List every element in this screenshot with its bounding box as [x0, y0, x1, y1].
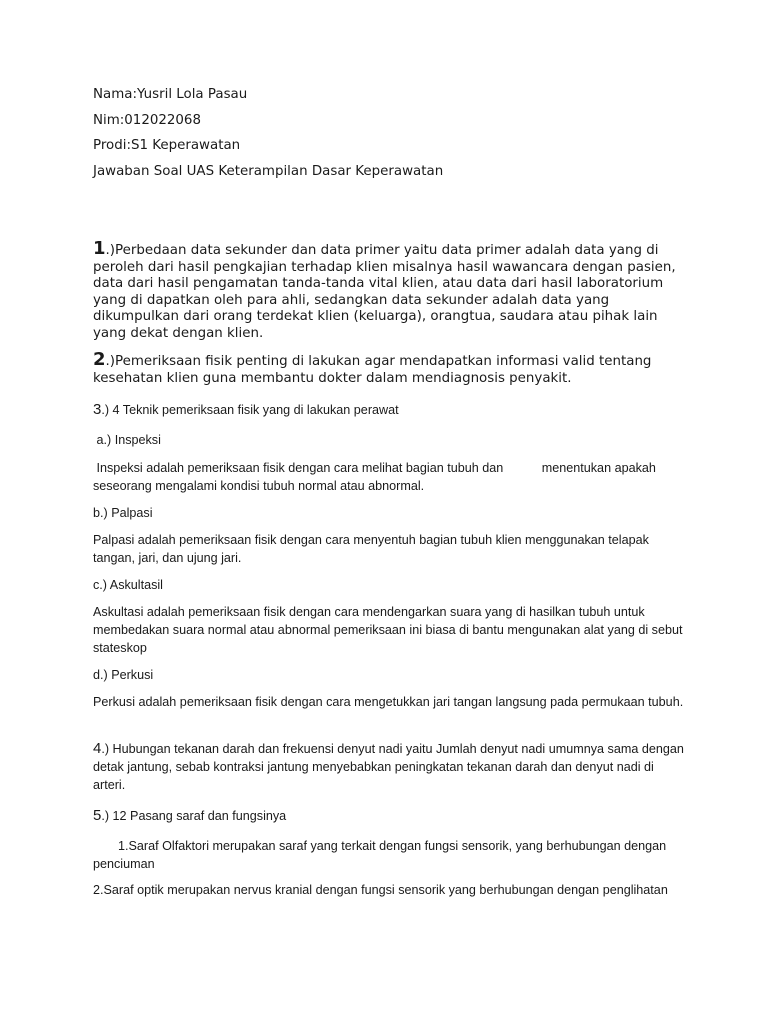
answer-4-number: 4 — [93, 740, 102, 757]
palpasi-text: Palpasi adalah pemeriksaan fisik dengan cara menyentuh bagian tubuh klien menggunakan telapak tangan, jari, dan ujung jari. — [93, 533, 649, 565]
inspeksi-title: a.) Inspeksi — [93, 433, 161, 447]
answer-1 — [93, 238, 683, 342]
askultasi-title: c.) Askultasil — [93, 578, 163, 592]
student-prodi: Prodi:S1 Keperawatan — [93, 138, 241, 153]
answer-5-heading — [93, 807, 685, 825]
student-nim: Nim:012022068 — [93, 113, 201, 128]
nerve-item-2: 2.Saraf optik merupakan nervus kranial dengan fungsi sensorik yang berhubungan dengan penglihatan — [93, 883, 668, 897]
answer-3-text: .) 4 Teknik pemeriksaan fisik yang di lakukan perawat — [101, 403, 399, 417]
answer-3-heading — [93, 401, 685, 419]
answer-4 — [93, 740, 685, 794]
answer-2 — [93, 349, 683, 387]
answer-5-text: .) 12 Pasang saraf dan fungsinya — [101, 809, 287, 823]
answer-4-text: .) Hubungan tekanan darah dan frekuensi denyut nadi yaitu Jumlah denyut nadi umumnya sama dengan detak jantung, sebab kontraksi jantung menyebabkan peningkatan tekanan darah dan denyut nadi di arteri. — [93, 742, 684, 792]
answer-2-text: .)Pemeriksaan fisik penting di lakukan agar mendapatkan informasi valid tentang kesehatan klien guna membantu dokter dalam mendiagnosis penyakit. — [93, 354, 652, 386]
answer-1-number: 1 — [93, 238, 106, 259]
document-title: Jawaban Soal UAS Keterampilan Dasar Keperawatan — [93, 164, 444, 179]
perkusi-text: Perkusi adalah pemeriksaan fisik dengan cara mengetukkan jari tangan langsung pada permukaan tubuh. — [93, 695, 684, 709]
answer-2-number: 2 — [93, 349, 106, 370]
answer-1-text: .)Perbedaan data sekunder dan data primer yaitu data primer adalah data yang di peroleh dari hasil pengkajian terhadap klien misalnya hasil wawancara dengan pasien, data dari hasil pengamatan tanda-tanda vital klien, atau data dari hasil laboratorium yang di dapatkan oleh para ahli, sedangkan data sekunder adalah data yang dikumpulkan dari orang terdekat klien (keluarga), orangtua, saudara atau pihak lain yang dekat dengan klien. — [93, 243, 676, 341]
inspeksi-text: Inspeksi adalah pemeriksaan fisik dengan cara melihat bagian tubuh dan menentukan apakah seseorang mengalami kondisi tubuh normal atau abnormal. — [93, 461, 660, 493]
answer-5-number: 5 — [93, 807, 102, 824]
student-name: Nama:Yusril Lola Pasau — [93, 87, 248, 102]
perkusi-title: d.) Perkusi — [93, 668, 154, 682]
nerve-item-1: 1.Saraf Olfaktori merupakan saraf yang terkait dengan fungsi sensorik, yang berhubungan dengan penciuman — [93, 839, 667, 871]
palpasi-title: b.) Palpasi — [93, 506, 153, 520]
answer-3-number: 3 — [93, 401, 102, 418]
askultasi-text: Askultasi adalah pemeriksaan fisik dengan cara mendengarkan suara yang di hasilkan tubuh untuk membedakan suara normal atau abnormal pemeriksaan ini biasa di bantu mengunakan alat yang di sebut stateskop — [93, 605, 683, 655]
